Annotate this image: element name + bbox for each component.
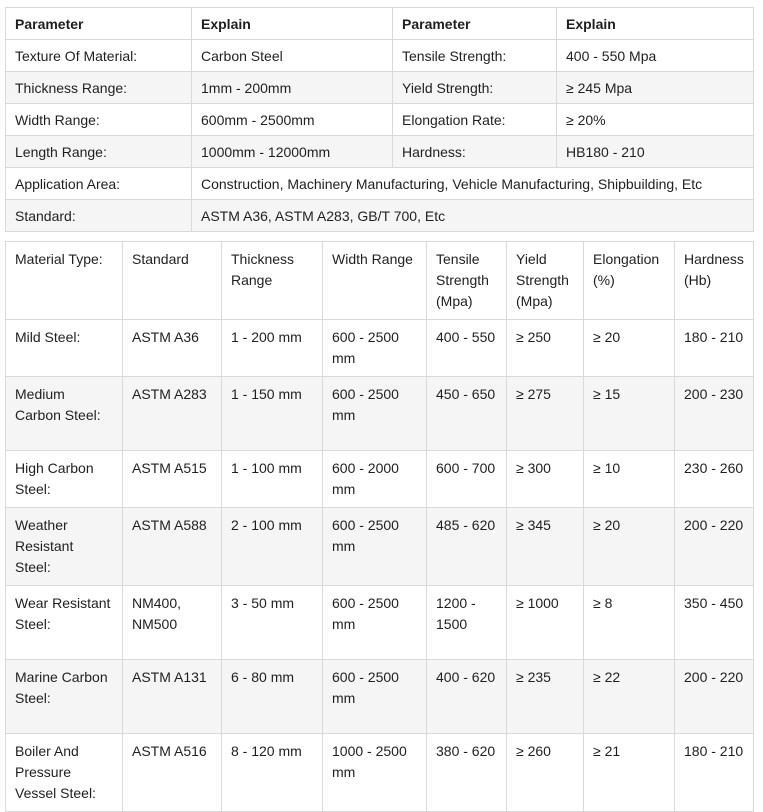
width-cell: 600 - 2500 mm xyxy=(323,377,427,451)
explain-cell: Carbon Steel xyxy=(192,40,393,72)
standard-cell: NM400, NM500 xyxy=(123,586,222,660)
elongation-cell: ≥ 20 xyxy=(584,508,675,586)
material-type-cell: Medium Carbon Steel: xyxy=(6,377,123,451)
hardness-cell: 200 - 230 xyxy=(675,377,754,451)
yield-cell: ≥ 260 xyxy=(507,734,584,812)
explain-cell: 1000mm - 12000mm xyxy=(192,136,393,168)
parameter-cell: Thickness Range: xyxy=(6,72,192,104)
standard-cell: ASTM A283 xyxy=(123,377,222,451)
elongation-cell: ≥ 10 xyxy=(584,451,675,508)
standard-cell: ASTM A131 xyxy=(123,660,222,734)
standard-cell: ASTM A515 xyxy=(123,451,222,508)
elongation-cell: ≥ 15 xyxy=(584,377,675,451)
table-row xyxy=(6,320,754,377)
explain-cell: 400 - 550 Mpa xyxy=(557,40,754,72)
yield-cell: ≥ 250 xyxy=(507,320,584,377)
tensile-cell: 400 - 620 xyxy=(427,660,507,734)
width-cell: 600 - 2000 mm xyxy=(323,451,427,508)
explain-cell: Construction, Machinery Manufacturing, Vehicle Manufacturing, Shipbuilding, Etc xyxy=(192,168,754,200)
thickness-cell: 1 - 150 mm xyxy=(222,377,323,451)
header-parameter: Parameter xyxy=(393,8,557,40)
elongation-cell: ≥ 22 xyxy=(584,660,675,734)
parameter-cell: Yield Strength: xyxy=(393,72,557,104)
hardness-cell: 200 - 220 xyxy=(675,508,754,586)
tensile-cell: 380 - 620 xyxy=(427,734,507,812)
table-row xyxy=(6,377,754,451)
standard-cell: ASTM A36 xyxy=(123,320,222,377)
table-row xyxy=(6,508,754,586)
hardness-cell: 200 - 220 xyxy=(675,660,754,734)
header-parameter: Parameter xyxy=(6,8,192,40)
parameter-cell: Standard: xyxy=(6,200,192,232)
standard-cell: ASTM A516 xyxy=(123,734,222,812)
explain-cell: 1mm - 200mm xyxy=(192,72,393,104)
yield-cell: ≥ 235 xyxy=(507,660,584,734)
hardness-cell: 180 - 210 xyxy=(675,320,754,377)
header-explain: Explain xyxy=(557,8,754,40)
yield-cell: ≥ 300 xyxy=(507,451,584,508)
header-standard: Standard xyxy=(123,242,222,320)
parameter-cell: Length Range: xyxy=(6,136,192,168)
thickness-cell: 3 - 50 mm xyxy=(222,586,323,660)
table-row xyxy=(6,586,754,660)
hardness-cell: 230 - 260 xyxy=(675,451,754,508)
parameter-cell: Elongation Rate: xyxy=(393,104,557,136)
tensile-cell: 450 - 650 xyxy=(427,377,507,451)
parameter-table xyxy=(5,7,754,232)
width-cell: 1000 - 2500 mm xyxy=(323,734,427,812)
yield-cell: ≥ 1000 xyxy=(507,586,584,660)
parameter-header-row xyxy=(6,8,754,40)
parameter-cell: Texture Of Material: xyxy=(6,40,192,72)
hardness-cell: 180 - 210 xyxy=(675,734,754,812)
parameter-cell: Width Range: xyxy=(6,104,192,136)
header-thickness-range: Thickness Range xyxy=(222,242,323,320)
table-row xyxy=(6,451,754,508)
material-types-table xyxy=(5,241,754,812)
header-tensile-strength: Tensile Strength (Mpa) xyxy=(427,242,507,320)
thickness-cell: 8 - 120 mm xyxy=(222,734,323,812)
tensile-cell: 485 - 620 xyxy=(427,508,507,586)
thickness-cell: 2 - 100 mm xyxy=(222,508,323,586)
material-type-cell: High Carbon Steel: xyxy=(6,451,123,508)
material-type-cell: Mild Steel: xyxy=(6,320,123,377)
width-cell: 600 - 2500 mm xyxy=(323,320,427,377)
table-row xyxy=(6,734,754,812)
material-header-row xyxy=(6,242,754,320)
table-row xyxy=(6,168,754,200)
thickness-cell: 1 - 200 mm xyxy=(222,320,323,377)
header-material-type: Material Type: xyxy=(6,242,123,320)
tensile-cell: 1200 - 1500 xyxy=(427,586,507,660)
hardness-cell: 350 - 450 xyxy=(675,586,754,660)
table-row xyxy=(6,72,754,104)
width-cell: 600 - 2500 mm xyxy=(323,508,427,586)
yield-cell: ≥ 275 xyxy=(507,377,584,451)
width-cell: 600 - 2500 mm xyxy=(323,660,427,734)
elongation-cell: ≥ 8 xyxy=(584,586,675,660)
table-row xyxy=(6,40,754,72)
elongation-cell: ≥ 21 xyxy=(584,734,675,812)
header-hardness: Hardness (Hb) xyxy=(675,242,754,320)
material-type-cell: Marine Carbon Steel: xyxy=(6,660,123,734)
parameter-cell: Tensile Strength: xyxy=(393,40,557,72)
table-row xyxy=(6,136,754,168)
tensile-cell: 600 - 700 xyxy=(427,451,507,508)
material-type-cell: Boiler And Pressure Vessel Steel: xyxy=(6,734,123,812)
elongation-cell: ≥ 20 xyxy=(584,320,675,377)
header-explain: Explain xyxy=(192,8,393,40)
thickness-cell: 1 - 100 mm xyxy=(222,451,323,508)
yield-cell: ≥ 345 xyxy=(507,508,584,586)
table-row xyxy=(6,200,754,232)
header-elongation: Elongation (%) xyxy=(584,242,675,320)
header-width-range: Width Range xyxy=(323,242,427,320)
explain-cell: ≥ 245 Mpa xyxy=(557,72,754,104)
width-cell: 600 - 2500 mm xyxy=(323,586,427,660)
table-row xyxy=(6,104,754,136)
explain-cell: 600mm - 2500mm xyxy=(192,104,393,136)
explain-cell: HB180 - 210 xyxy=(557,136,754,168)
standard-cell: ASTM A588 xyxy=(123,508,222,586)
table-row xyxy=(6,660,754,734)
explain-cell: ASTM A36, ASTM A283, GB/T 700, Etc xyxy=(192,200,754,232)
material-type-cell: Weather Resistant Steel: xyxy=(6,508,123,586)
parameter-cell: Application Area: xyxy=(6,168,192,200)
material-type-cell: Wear Resistant Steel: xyxy=(6,586,123,660)
parameter-cell: Hardness: xyxy=(393,136,557,168)
explain-cell: ≥ 20% xyxy=(557,104,754,136)
header-yield-strength: Yield Strength (Mpa) xyxy=(507,242,584,320)
tensile-cell: 400 - 550 xyxy=(427,320,507,377)
thickness-cell: 6 - 80 mm xyxy=(222,660,323,734)
